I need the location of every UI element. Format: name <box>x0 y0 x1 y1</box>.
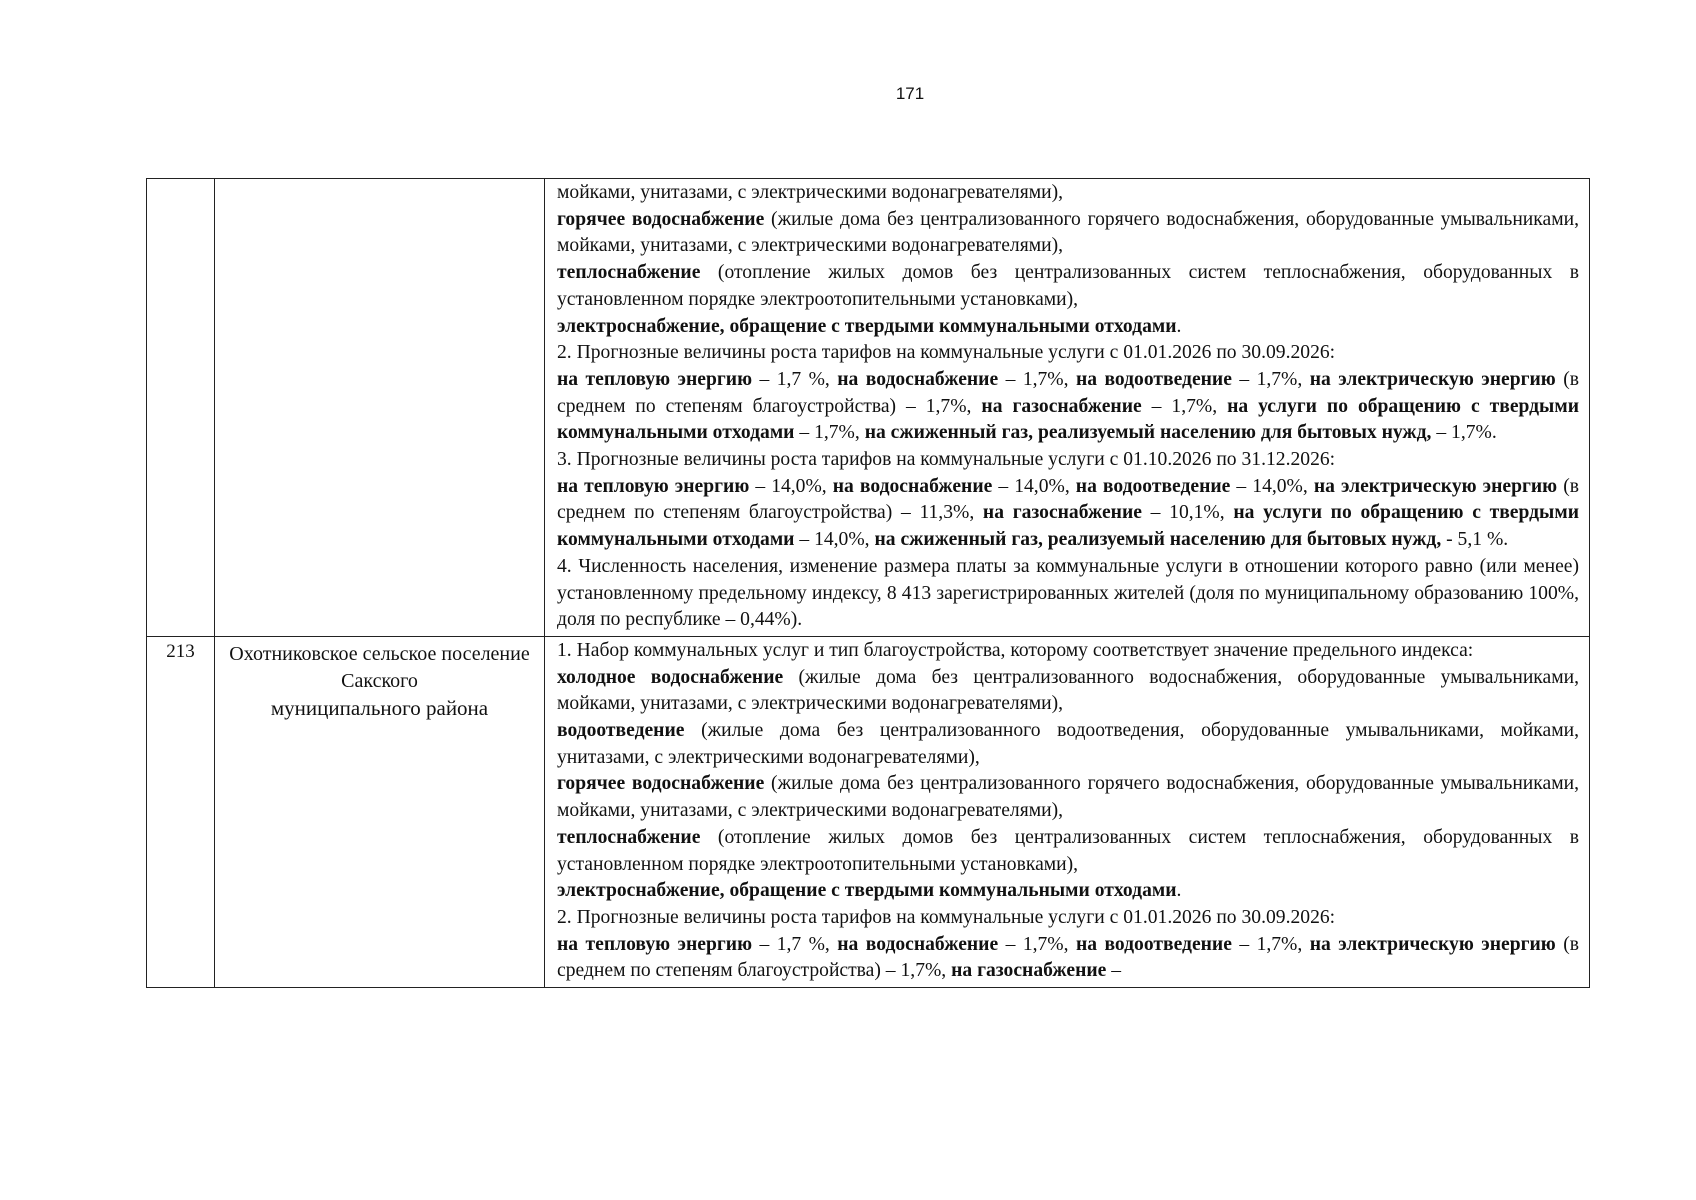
bold-text: на сжиженный газ, реализуемый населению для бытовых нужд, <box>864 422 1432 444</box>
text: – 1,7%. <box>1431 422 1497 444</box>
row-content <box>545 179 1590 637</box>
bold-text: теплоснабжение <box>557 826 701 848</box>
text: – 1,7%, <box>794 422 865 444</box>
table-row <box>147 179 1590 637</box>
paragraph <box>557 554 1579 634</box>
text: 2. Прогнозные величины роста тарифов на коммунальные услуги с 01.01.2026 по 30.09.2026: <box>557 906 1336 928</box>
text: 2. Прогнозные величины роста тарифов на коммунальные услуги с 01.01.2026 по 30.09.2026: <box>557 342 1336 364</box>
paragraph <box>557 878 1579 905</box>
paragraph <box>557 825 1579 878</box>
bold-text: на водоснабжение <box>837 933 999 955</box>
bold-text: на тепловую энергию <box>557 368 753 390</box>
text: 3. Прогнозные величины роста тарифов на коммунальные услуги с 01.10.2026 по 31.12.2026: <box>557 449 1336 471</box>
municipality-line-1: Охотниковское сельское поселение Сакского <box>229 642 530 692</box>
bold-text: на тепловую энергию <box>557 933 753 955</box>
text: (отопление жилых домов без централизованных систем теплоснабжения, оборудованных в установленном порядке электроотопительными установками), <box>557 262 1579 310</box>
bold-text: теплоснабжение <box>557 262 701 284</box>
text: – 1,7%, <box>1231 368 1310 390</box>
bold-text: на водоотведение <box>1075 475 1231 497</box>
bold-text: на электрическую энергию <box>1309 933 1556 955</box>
bold-text: на газоснабжение <box>981 395 1142 417</box>
text: (жилые дома без централизованного горячего водоснабжения, оборудованные умывальниками, мойками, унитазами, с электрическими водонагревателями), <box>557 208 1579 257</box>
text: (в среднем по степеням благоустройства) – 1,7%, <box>557 933 1579 982</box>
text: – 14,0%, <box>794 529 875 551</box>
text: (в среднем по степеням благоустройства) – 1,7%, <box>557 368 1579 417</box>
text: – 14,0%, <box>1230 475 1314 497</box>
bold-text: на водоотведение <box>1075 368 1232 390</box>
municipality-name <box>215 179 545 637</box>
text: – 1,7%, <box>998 933 1076 955</box>
bold-text: горячее водоснабжение <box>557 208 765 230</box>
paragraph <box>557 340 1579 367</box>
tariff-table <box>146 178 1590 988</box>
text: 1. Набор коммунальных услуг и тип благоустройства, которому соответствует значение предельного индекса: <box>557 639 1474 661</box>
row-number: 213 <box>147 636 215 987</box>
paragraph <box>557 665 1579 718</box>
bold-text: на газоснабжение <box>982 502 1142 524</box>
bold-text: на услуги по обращению с твердыми коммунальными отходами <box>557 395 1579 444</box>
text: . <box>1176 315 1182 337</box>
paragraph <box>557 932 1579 985</box>
text: (жилые дома без централизованного водоснабжения, оборудованные умывальниками, мойками, унитазами, с электрическими водонагревателями), <box>557 666 1580 715</box>
bold-text: холодное водоснабжение <box>557 666 784 688</box>
text: . <box>1176 880 1182 902</box>
bold-text: горячее водоснабжение <box>557 773 765 795</box>
text: (в среднем по степеням благоустройства) – 11,3%, <box>557 475 1579 524</box>
paragraph <box>557 260 1579 313</box>
bold-text: на водоснабжение <box>837 368 999 390</box>
paragraph <box>557 180 1579 207</box>
text: – 14,0%, <box>992 475 1076 497</box>
bold-text: на сжиженный газ, реализуемый населению для бытовых нужд, <box>874 529 1442 551</box>
paragraph <box>557 314 1579 341</box>
table-row <box>147 636 1590 987</box>
paragraph <box>557 771 1579 824</box>
bold-text: на электрическую энергию <box>1309 368 1556 390</box>
bold-text: на электрическую энергию <box>1313 475 1558 497</box>
paragraph <box>557 718 1579 771</box>
municipality-line-2: муниципального района <box>270 695 489 720</box>
municipality-name <box>215 636 545 987</box>
text: – 1,7 %, <box>752 933 838 955</box>
row-number <box>147 179 215 637</box>
paragraph <box>557 905 1579 932</box>
text: мойками, унитазами, с электрическими водонагревателями), <box>557 182 1064 203</box>
bold-text: на водоотведение <box>1075 933 1232 955</box>
text: 4. Численность населения, изменение размера платы за коммунальные услуги в отношении которого равно (или менее) установленному предельному индексу, 8 413 зарегистрированных жителей (доля по муниципальному образованию 100%, доля по республике – 0,44%). <box>557 555 1579 631</box>
paragraph <box>557 638 1579 665</box>
text: – 10,1%, <box>1141 502 1234 524</box>
text: (жилые дома без централизованного водоотведения, оборудованные умывальниками, мойками, унитазами, с электрическими водонагревателями), <box>557 720 1579 768</box>
text: – 1,7%, <box>1141 395 1228 417</box>
paragraph <box>557 474 1579 554</box>
paragraph <box>557 447 1579 474</box>
bold-text: на водоснабжение <box>832 475 993 497</box>
text: (жилые дома без централизованного горячего водоснабжения, оборудованные умывальниками, мойками, унитазами, с электрическими водонагревателями), <box>557 773 1579 822</box>
text: – 1,7%, <box>998 368 1076 390</box>
text: – 1,7%, <box>1231 933 1310 955</box>
page-number: 171 <box>895 84 925 103</box>
bold-text: на тепловую энергию <box>557 475 750 497</box>
bold-text: на газоснабжение <box>951 960 1107 982</box>
paragraph <box>557 367 1579 447</box>
text: – 1,7 %, <box>752 368 838 390</box>
text: – <box>1106 960 1122 982</box>
text: - 5,1 %. <box>1441 529 1509 551</box>
row-content <box>545 636 1590 987</box>
bold-text: электроснабжение, обращение с твердыми коммунальными отходами <box>557 315 1177 337</box>
bold-text: на услуги по обращению с твердыми коммунальными отходами <box>557 502 1579 551</box>
bold-text: электроснабжение, обращение с твердыми коммунальными отходами <box>557 880 1177 902</box>
bold-text: водоотведение <box>557 720 685 742</box>
text: (отопление жилых домов без централизованных систем теплоснабжения, оборудованных в установленном порядке электроотопительными установками), <box>557 826 1579 875</box>
paragraph <box>557 207 1579 260</box>
text: – 14,0%, <box>749 475 833 497</box>
